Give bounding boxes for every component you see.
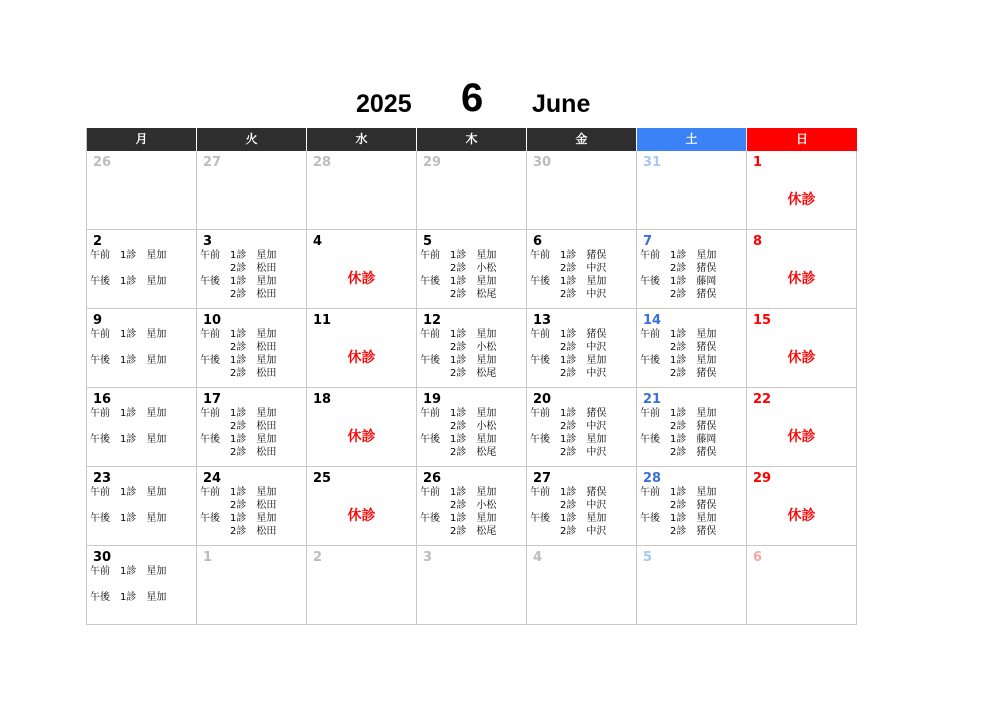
schedule-line: 2診 小松 <box>420 263 497 274</box>
calendar-day-cell[interactable] <box>747 546 857 625</box>
schedule-block <box>420 407 496 459</box>
closed-label: 休診 <box>787 350 816 366</box>
schedule-line: 午後 1診 星加 <box>640 355 717 366</box>
calendar-day-cell[interactable] <box>527 546 637 625</box>
day-number: 25 <box>313 471 332 486</box>
day-number: 15 <box>753 313 772 328</box>
day-number: 27 <box>533 471 552 486</box>
schedule-line: 2診 松尾 <box>420 289 497 300</box>
schedule-line: 2診 中沢 <box>530 526 607 537</box>
calendar-day-cell[interactable] <box>197 467 307 546</box>
schedule-block <box>90 565 166 604</box>
schedule-line: 午前 1診 星加 <box>90 487 167 498</box>
day-number: 30 <box>93 550 112 565</box>
weekday-header-row <box>87 128 860 151</box>
schedule-block <box>420 486 496 538</box>
calendar-day-cell[interactable] <box>417 230 527 309</box>
calendar-week-row <box>87 546 860 625</box>
schedule-line: 午前 1診 星加 <box>90 408 167 419</box>
schedule-line: 午後 1診 星加 <box>200 276 277 287</box>
weekday-header-tue: 火 <box>197 128 307 151</box>
calendar-day-cell[interactable] <box>637 388 747 467</box>
day-number: 18 <box>313 392 332 407</box>
schedule-line: 2診 中沢 <box>530 447 607 458</box>
closed-label: 休診 <box>787 429 816 445</box>
calendar-day-cell[interactable] <box>417 467 527 546</box>
schedule-line: 2診 松田 <box>200 447 277 458</box>
schedule-line: 午前 1診 星加 <box>90 566 167 577</box>
schedule-block <box>530 407 606 459</box>
calendar-week-row <box>87 230 860 309</box>
schedule-block <box>90 407 166 446</box>
schedule-line: 2診 松尾 <box>420 368 497 379</box>
calendar-day-cell[interactable] <box>527 230 637 309</box>
schedule-line: 午後 1診 星加 <box>200 513 277 524</box>
day-number: 12 <box>423 313 442 328</box>
schedule-block <box>200 486 276 538</box>
closed-label: 休診 <box>787 192 816 208</box>
schedule-block <box>640 407 716 459</box>
calendar-day-cell[interactable] <box>417 151 527 230</box>
schedule-line: 午前 1診 星加 <box>200 329 277 340</box>
schedule-line: 午後 1診 星加 <box>90 592 167 603</box>
schedule-line <box>90 499 166 512</box>
calendar-week-row <box>87 309 860 388</box>
day-number: 3 <box>423 550 433 565</box>
calendar-day-cell[interactable] <box>747 230 857 309</box>
schedule-line: 2診 中沢 <box>530 421 607 432</box>
schedule-block <box>640 486 716 538</box>
weekday-header-sat: 土 <box>637 128 747 151</box>
calendar-week-row <box>87 467 860 546</box>
schedule-line <box>90 420 166 433</box>
schedule-line: 2診 中沢 <box>530 289 607 300</box>
day-number: 10 <box>203 313 222 328</box>
day-number: 29 <box>753 471 772 486</box>
schedule-line: 2診 中沢 <box>530 263 607 274</box>
schedule-line: 午前 1診 星加 <box>200 487 277 498</box>
day-number: 2 <box>313 550 323 565</box>
schedule-line: 2診 小松 <box>420 421 497 432</box>
day-number: 1 <box>203 550 213 565</box>
schedule-line: 午前 1診 猪俣 <box>530 487 607 498</box>
schedule-line: 2診 松田 <box>200 500 277 511</box>
schedule-line: 2診 猪俣 <box>640 263 717 274</box>
closed-label: 休診 <box>347 429 376 445</box>
weekday-header-fri: 金 <box>527 128 637 151</box>
calendar-grid <box>86 128 860 625</box>
schedule-line: 2診 松田 <box>200 368 277 379</box>
schedule-line: 午後 1診 星加 <box>420 355 497 366</box>
day-number: 5 <box>423 234 433 249</box>
schedule-line: 2診 猪俣 <box>640 342 717 353</box>
calendar-day-cell[interactable] <box>417 546 527 625</box>
schedule-line: 2診 猪俣 <box>640 447 717 458</box>
schedule-line <box>90 262 166 275</box>
schedule-block <box>530 328 606 380</box>
schedule-line: 2診 松田 <box>200 263 277 274</box>
closed-label: 休診 <box>787 271 816 287</box>
schedule-line: 2診 松田 <box>200 289 277 300</box>
calendar-day-cell[interactable] <box>197 546 307 625</box>
day-number: 6 <box>533 234 543 249</box>
calendar-day-cell[interactable] <box>527 151 637 230</box>
schedule-line: 午前 1診 星加 <box>640 487 717 498</box>
calendar-day-cell[interactable] <box>637 546 747 625</box>
calendar-day-cell[interactable] <box>747 388 857 467</box>
day-number: 16 <box>93 392 112 407</box>
schedule-line: 午後 1診 星加 <box>200 434 277 445</box>
schedule-line: 午前 1診 星加 <box>420 487 497 498</box>
calendar-day-cell[interactable] <box>637 230 747 309</box>
closed-label: 休診 <box>347 508 376 524</box>
calendar-day-cell[interactable] <box>747 151 857 230</box>
schedule-line: 午前 1診 星加 <box>420 329 497 340</box>
calendar-day-cell[interactable] <box>417 388 527 467</box>
schedule-line: 午後 1診 星加 <box>530 355 607 366</box>
day-number: 14 <box>643 313 662 328</box>
day-number: 4 <box>533 550 543 565</box>
day-number: 28 <box>643 471 662 486</box>
calendar-day-cell[interactable] <box>637 467 747 546</box>
schedule-line: 2診 猪俣 <box>640 421 717 432</box>
schedule-line: 午前 1診 星加 <box>90 250 167 261</box>
month-name: June <box>532 90 591 118</box>
calendar-day-cell[interactable] <box>307 546 417 625</box>
day-number: 29 <box>423 155 442 170</box>
schedule-line: 2診 松尾 <box>420 447 497 458</box>
schedule-line: 2診 松田 <box>200 421 277 432</box>
schedule-block <box>420 249 496 301</box>
calendar-day-cell[interactable] <box>87 230 197 309</box>
schedule-line: 午前 1診 猪俣 <box>530 329 607 340</box>
schedule-line: 2診 中沢 <box>530 342 607 353</box>
closed-label: 休診 <box>347 271 376 287</box>
calendar-day-cell[interactable] <box>747 467 857 546</box>
schedule-line: 2診 松田 <box>200 526 277 537</box>
schedule-line: 午前 1診 猪俣 <box>530 408 607 419</box>
schedule-block <box>90 328 166 367</box>
schedule-block <box>200 328 276 380</box>
schedule-line: 2診 猪俣 <box>640 368 717 379</box>
calendar-week-row <box>87 151 860 230</box>
weekday-header-mon: 月 <box>87 128 197 151</box>
schedule-line: 午後 1診 星加 <box>90 355 167 366</box>
calendar-day-cell[interactable] <box>87 309 197 388</box>
calendar-day-cell[interactable] <box>197 388 307 467</box>
day-number: 26 <box>423 471 442 486</box>
weekday-header-sun: 日 <box>747 128 857 151</box>
schedule-line: 2診 猪俣 <box>640 289 717 300</box>
schedule-block <box>90 486 166 525</box>
day-number: 20 <box>533 392 552 407</box>
schedule-line <box>90 341 166 354</box>
schedule-line: 2診 猪俣 <box>640 500 717 511</box>
day-number: 4 <box>313 234 323 249</box>
day-number: 2 <box>93 234 103 249</box>
day-number: 22 <box>753 392 772 407</box>
year-label: 2025 <box>356 90 412 118</box>
weekday-header-wed: 水 <box>307 128 417 151</box>
schedule-block <box>640 328 716 380</box>
schedule-block <box>640 249 716 301</box>
schedule-line: 午前 1診 星加 <box>200 408 277 419</box>
schedule-line: 午後 1診 星加 <box>420 276 497 287</box>
schedule-line: 午後 1診 星加 <box>90 276 167 287</box>
schedule-line <box>90 578 166 591</box>
schedule-line: 2診 中沢 <box>530 368 607 379</box>
schedule-line: 2診 猪俣 <box>640 526 717 537</box>
calendar-day-cell[interactable] <box>197 230 307 309</box>
schedule-block <box>530 249 606 301</box>
calendar-day-cell[interactable] <box>87 467 197 546</box>
schedule-line: 午後 1診 藤岡 <box>640 276 717 287</box>
day-number: 1 <box>753 155 763 170</box>
calendar-day-cell[interactable] <box>307 309 417 388</box>
schedule-line: 2診 中沢 <box>530 500 607 511</box>
schedule-line: 午後 1診 星加 <box>420 513 497 524</box>
calendar-day-cell[interactable] <box>307 388 417 467</box>
schedule-line: 午後 1診 星加 <box>530 513 607 524</box>
day-number: 27 <box>203 155 222 170</box>
schedule-line: 午前 1診 猪俣 <box>530 250 607 261</box>
schedule-line: 午後 1診 藤岡 <box>640 434 717 445</box>
weekday-header-thu: 木 <box>417 128 527 151</box>
closed-label: 休診 <box>787 508 816 524</box>
schedule-line: 午後 1診 星加 <box>640 513 717 524</box>
schedule-line: 午前 1診 星加 <box>90 329 167 340</box>
schedule-line: 午前 1診 星加 <box>640 329 717 340</box>
calendar-day-cell[interactable] <box>307 151 417 230</box>
schedule-line: 2診 松田 <box>200 342 277 353</box>
day-number: 24 <box>203 471 222 486</box>
schedule-line: 2診 小松 <box>420 342 497 353</box>
calendar-week-row <box>87 388 860 467</box>
schedule-block <box>200 407 276 459</box>
calendar-day-cell[interactable] <box>307 467 417 546</box>
calendar-weeks <box>87 151 860 625</box>
day-number: 11 <box>313 313 332 328</box>
schedule-line: 午前 1診 星加 <box>640 408 717 419</box>
calendar-title <box>0 76 1000 126</box>
schedule-block <box>200 249 276 301</box>
schedule-line: 午後 1診 星加 <box>90 513 167 524</box>
day-number: 3 <box>203 234 213 249</box>
schedule-line: 午前 1診 星加 <box>420 408 497 419</box>
calendar-day-cell[interactable] <box>527 467 637 546</box>
schedule-block <box>420 328 496 380</box>
schedule-line: 午後 1診 星加 <box>530 276 607 287</box>
calendar-day-cell[interactable] <box>637 309 747 388</box>
day-number: 7 <box>643 234 653 249</box>
day-number: 31 <box>643 155 662 170</box>
day-number: 28 <box>313 155 332 170</box>
calendar-day-cell[interactable] <box>527 309 637 388</box>
calendar-day-cell[interactable] <box>87 546 197 625</box>
schedule-block <box>90 249 166 288</box>
schedule-line: 午前 1診 星加 <box>640 250 717 261</box>
schedule-line: 午後 1診 星加 <box>200 355 277 366</box>
schedule-line: 2診 小松 <box>420 500 497 511</box>
day-number: 30 <box>533 155 552 170</box>
month-number: 6 <box>461 76 484 120</box>
day-number: 17 <box>203 392 222 407</box>
day-number: 19 <box>423 392 442 407</box>
day-number: 13 <box>533 313 552 328</box>
schedule-block <box>530 486 606 538</box>
day-number: 26 <box>93 155 112 170</box>
schedule-line: 午後 1診 星加 <box>530 434 607 445</box>
day-number: 5 <box>643 550 653 565</box>
calendar-day-cell[interactable] <box>87 388 197 467</box>
schedule-line: 午前 1診 星加 <box>200 250 277 261</box>
calendar-day-cell[interactable] <box>197 309 307 388</box>
calendar-day-cell[interactable] <box>417 309 527 388</box>
schedule-line: 午前 1診 星加 <box>420 250 497 261</box>
day-number: 6 <box>753 550 763 565</box>
calendar-day-cell[interactable] <box>307 230 417 309</box>
schedule-line: 午後 1診 星加 <box>420 434 497 445</box>
calendar-day-cell[interactable] <box>87 151 197 230</box>
schedule-line: 午後 1診 星加 <box>90 434 167 445</box>
closed-label: 休診 <box>347 350 376 366</box>
day-number: 8 <box>753 234 763 249</box>
calendar-day-cell[interactable] <box>197 151 307 230</box>
day-number: 21 <box>643 392 662 407</box>
day-number: 23 <box>93 471 112 486</box>
calendar-day-cell[interactable] <box>637 151 747 230</box>
calendar-day-cell[interactable] <box>527 388 637 467</box>
calendar-day-cell[interactable] <box>747 309 857 388</box>
schedule-line: 2診 松尾 <box>420 526 497 537</box>
day-number: 9 <box>93 313 103 328</box>
